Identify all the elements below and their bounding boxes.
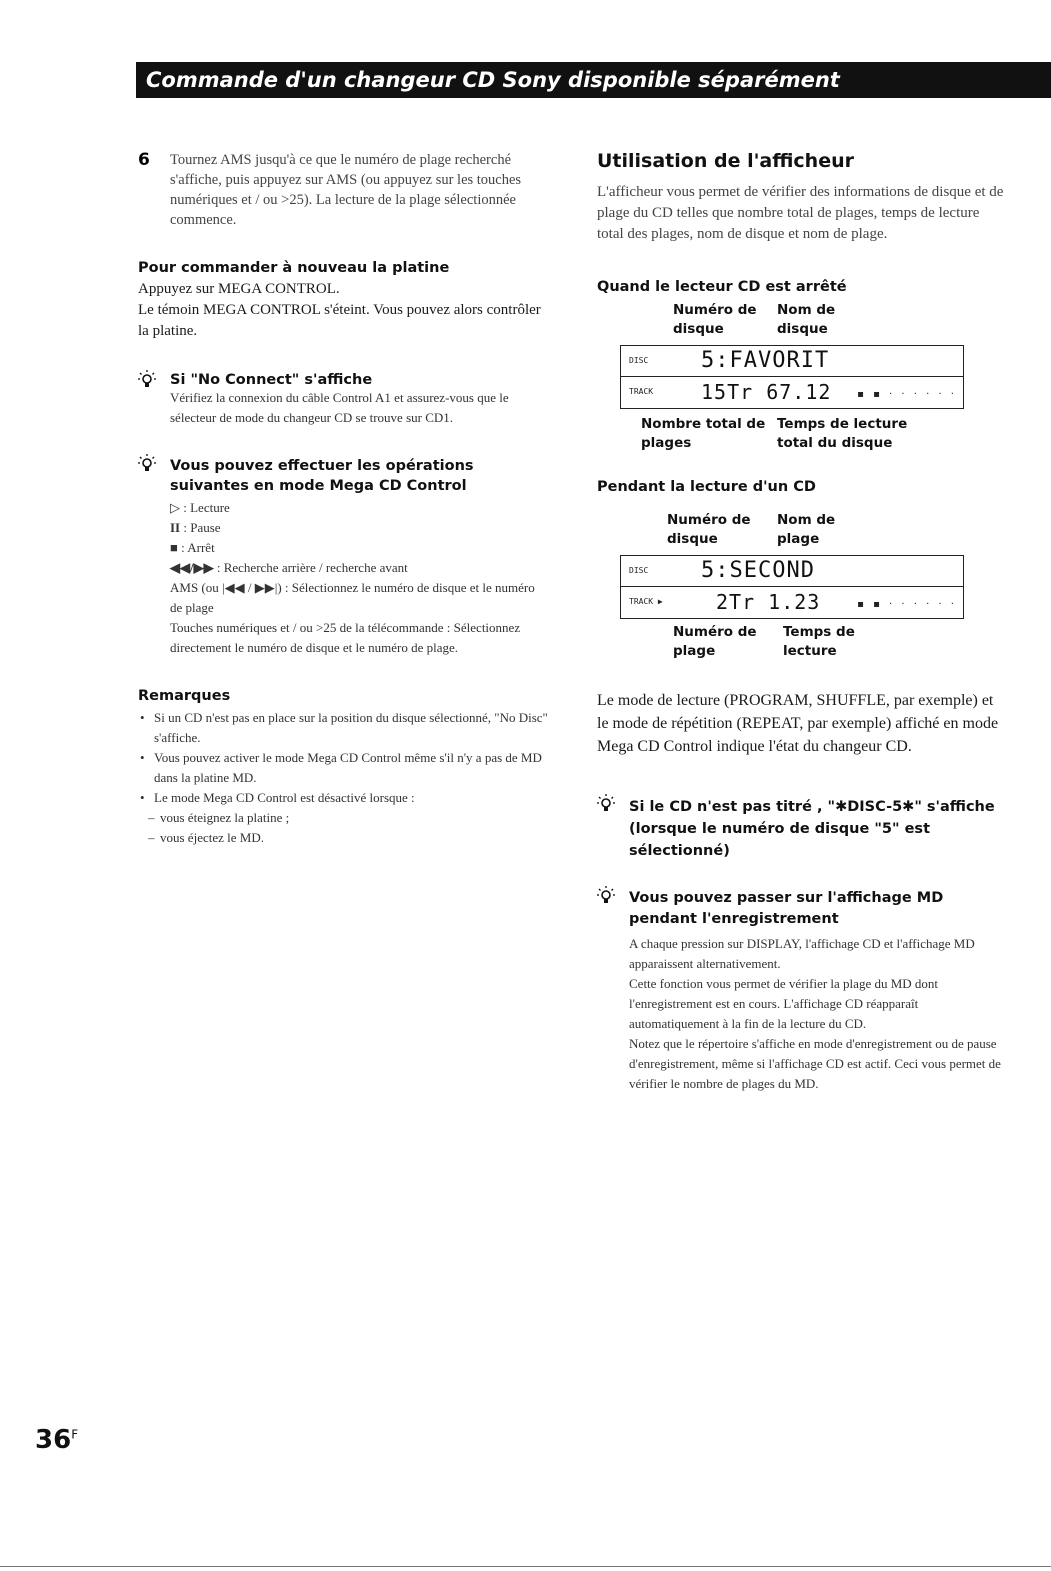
level-meter: ▪ ▪ · · · · · · xyxy=(857,599,957,610)
lightbulb-icon xyxy=(138,369,156,391)
tip-untitled-cd xyxy=(597,796,1007,862)
op-play: ▷ : Lecture xyxy=(170,500,230,515)
label-disc-number: Numéro de disque xyxy=(667,512,751,547)
left-column xyxy=(138,150,548,848)
page-suffix: F xyxy=(71,1427,79,1442)
op-pause: II : Pause xyxy=(170,520,221,535)
control-line-2: Le témoin MEGA CONTROL s'éteint. Vous pouvez alors contrôler la platine. xyxy=(138,302,541,339)
list-subitem: – vous éteignez la platine ; xyxy=(138,808,548,828)
list-item: • Vous pouvez activer le mode Mega CD Control même s'il n'y a pas de MD dans la platine MD. xyxy=(138,748,548,788)
label-play-time: Temps de lecture xyxy=(783,624,855,659)
tip-md-display-p3: Notez que le répertoire s'affiche en mode d'enregistrement ou de pause d'enregistrement, même si l'affichage CD est actif. Ceci vous permet de vérifier le nombre de plages du MD. xyxy=(629,1036,1001,1091)
tip-no-connect xyxy=(138,372,548,428)
lcd-display-stopped xyxy=(620,345,964,409)
remarks-list xyxy=(138,708,548,848)
label-total-tracks: Nombre total de plages xyxy=(641,416,766,451)
label-disc-name: Nom de disque xyxy=(777,302,836,337)
list-item: • Le mode Mega CD Control est désactivé lorsque : xyxy=(138,788,548,808)
lcd-track-time: 15Tr 67.12 xyxy=(701,380,832,404)
lcd-track-time: 2Tr 1.23 xyxy=(716,590,821,614)
control-heading: Pour commander à nouveau la platine xyxy=(138,260,450,276)
tip-operations xyxy=(138,456,548,658)
step-6 xyxy=(138,150,548,230)
tip-md-display xyxy=(597,888,1007,1094)
step-number: 6 xyxy=(138,150,150,170)
display-heading: Utilisation de l'afficheur xyxy=(597,150,854,172)
label-track-number: Numéro de plage xyxy=(673,624,757,659)
search-rewind-forward-icon: ◀◀/▶▶ xyxy=(170,560,214,575)
op-search: ◀◀/▶▶ : Recherche arrière / recherche avant xyxy=(170,560,408,575)
page-edge-line xyxy=(0,1566,1051,1567)
tip-md-display-title: Vous pouvez passer sur l'affichage MD pendant l'enregistrement xyxy=(629,890,944,927)
page-banner-title: Commande d'un changeur CD Sony disponible séparément xyxy=(136,62,1051,98)
right-column xyxy=(597,150,1007,1094)
control-line-1: Appuyez sur MEGA CONTROL. xyxy=(138,281,340,297)
label-disc-number: Numéro de disque xyxy=(673,302,757,337)
label-track-name: Nom de plage xyxy=(777,512,836,547)
step-6-text: Tournez AMS jusqu'à ce que le numéro de plage recherché s'affiche, puis appuyez sur AMS (ou appuyez sur les touches numériques et / ou >25). La lecture de la plage sélectionnée commence. xyxy=(170,152,522,228)
op-stop: ■ : Arrêt xyxy=(170,540,215,555)
level-meter: ▪ ▪ · · · · · · xyxy=(857,389,957,400)
stop-icon: ■ xyxy=(170,540,178,555)
track-play-indicator: TRACK ▶ xyxy=(629,597,663,606)
remarks-heading: Remarques xyxy=(138,688,231,704)
lightbulb-icon xyxy=(597,885,615,907)
lightbulb-icon xyxy=(597,793,615,815)
op-ams: AMS (ou |◀◀ / ▶▶|) : Sélectionnez le numéro de disque et le numéro de plage xyxy=(170,580,535,615)
page-number: $36^F$ xyxy=(35,1425,79,1455)
lcd-disc-name: 5:FAVORIT xyxy=(701,348,830,373)
tip-no-connect-title: Si "No Connect" s'affiche xyxy=(170,372,373,388)
pause-icon: II xyxy=(170,520,181,535)
list-item: • Si un CD n'est pas en place sur la position du disque sélectionné, "No Disc" s'affiche. xyxy=(138,708,548,748)
tip-no-connect-text: Vérifiez la connexion du câble Control A1 et assurez-vous que le sélecteur de mode du changeur CD se trouve sur CD1. xyxy=(170,390,509,425)
tip-operations-title: Vous pouvez effectuer les opérations suivantes en mode Mega CD Control xyxy=(170,458,474,494)
display-intro: L'afficheur vous permet de vérifier des informations de disque et de plage du CD telles que nombre total de plages, temps de lecture total des plages, nom de disque et nom de plage. xyxy=(597,184,1004,242)
tip-md-display-p1: A chaque pression sur DISPLAY, l'affichage CD et l'affichage MD apparaissent alternativement. xyxy=(629,936,975,971)
disc-indicator: DISC xyxy=(629,566,649,575)
stopped-heading: Quand le lecteur CD est arrêté xyxy=(597,279,847,295)
lcd-display-playing xyxy=(620,555,964,619)
lightbulb-icon xyxy=(138,453,156,475)
playing-heading: Pendant la lecture d'un CD xyxy=(597,479,816,495)
label-total-time: Temps de lecture total du disque xyxy=(777,416,908,451)
mode-text: Le mode de lecture (PROGRAM, SHUFFLE, par exemple) et le mode de répétition (REPEAT, par exemple) affiché en mode Mega CD Control indique l'état du changeur CD. xyxy=(597,692,999,755)
track-indicator: TRACK xyxy=(629,387,654,396)
list-subitem: – vous éjectez le MD. xyxy=(138,828,548,848)
disc-indicator: DISC xyxy=(629,356,649,365)
lcd-track-name: 5:SECOND xyxy=(701,558,815,583)
play-icon: ▷ xyxy=(170,500,180,515)
tip-untitled-cd-title: Si le CD n'est pas titré , "✱DISC-5✱" s'affiche (lorsque le numéro de disque "5" est sélectionné) xyxy=(629,799,995,859)
op-numeric: Touches numériques et / ou >25 de la télécommande : Sélectionnez directement le numéro de disque et le numéro de plage. xyxy=(170,620,521,655)
tip-md-display-p2: Cette fonction vous permet de vérifier la plage du MD dont l'enregistrement est en cours. L'affichage CD réapparaît automatiquement à la fin de la lecture du CD. xyxy=(629,976,939,1031)
